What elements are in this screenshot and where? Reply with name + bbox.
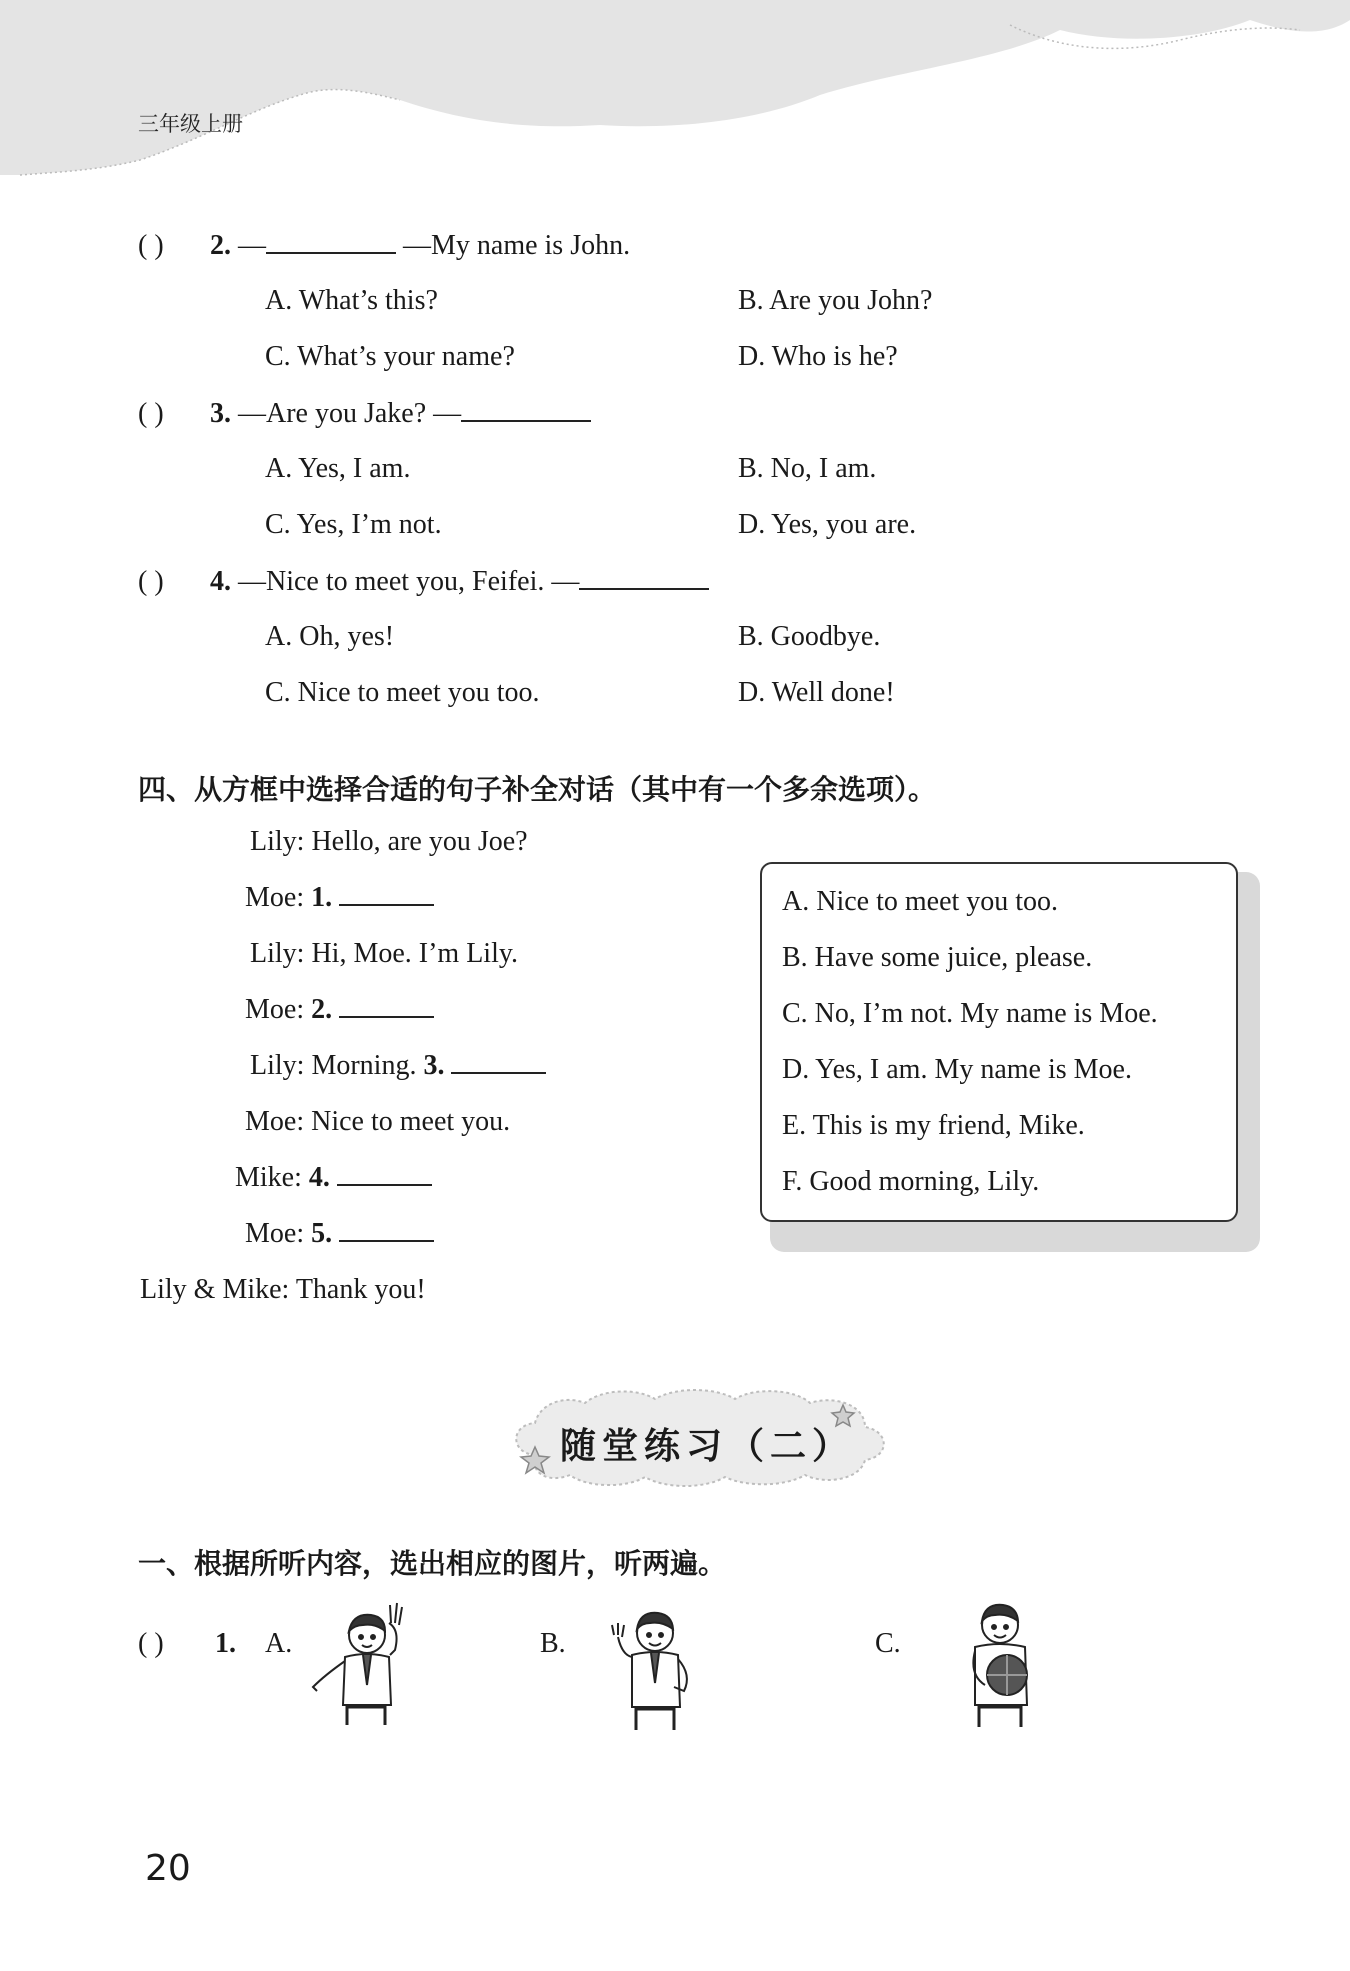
section-4-title: 四、从方框中选择合适的句子补全对话（其中有一个多余选项）。 bbox=[138, 773, 937, 806]
dialogue-line-6: Moe: Nice to meet you. bbox=[245, 1106, 511, 1137]
practice-section-1-title: 一、根据所听内容，选出相应的图片，听两遍。 bbox=[138, 1547, 727, 1580]
boy-raising-hand-illustration[interactable] bbox=[305, 1595, 425, 1735]
page-number: 20 bbox=[145, 1848, 191, 1889]
speaker: Lily: Morning. bbox=[250, 1050, 424, 1081]
option-d: D. Who is he? bbox=[738, 341, 898, 372]
box-option-c: C. No, I’m not. My name is Moe. bbox=[782, 998, 1158, 1029]
practice-title: 随堂练习（二） bbox=[560, 1426, 855, 1467]
answer-blank[interactable] bbox=[337, 1162, 432, 1186]
dialogue-line-3: Lily: Hi, Moe. I’m Lily. bbox=[250, 938, 519, 969]
option-a: A. Oh, yes! bbox=[265, 621, 395, 652]
option-a: A. What’s this? bbox=[265, 285, 438, 316]
box-option-b: B. Have some juice, please. bbox=[782, 942, 1093, 973]
dialogue-line-9: Lily & Mike: Thank you! bbox=[140, 1274, 426, 1305]
grade-label: 三年级上册 bbox=[138, 112, 243, 136]
answer-blank[interactable] bbox=[339, 994, 434, 1018]
dialogue-line-8 bbox=[245, 1218, 434, 1250]
answer-paren[interactable]: ( ) bbox=[138, 230, 164, 261]
box-option-d: D. Yes, I am. My name is Moe. bbox=[782, 1054, 1132, 1085]
answer-blank[interactable] bbox=[339, 882, 434, 906]
question-stem bbox=[210, 230, 630, 262]
option-d: D. Yes, you are. bbox=[738, 509, 917, 540]
option-b: B. Goodbye. bbox=[738, 621, 881, 652]
answer-blank[interactable] bbox=[451, 1050, 546, 1074]
dialogue-line-7 bbox=[235, 1162, 432, 1194]
blank-number: 5. bbox=[311, 1218, 333, 1249]
blank-number: 2. bbox=[311, 994, 333, 1025]
header-cloud-band bbox=[0, 0, 1350, 185]
stem-text: —Nice to meet you, Feifei. — bbox=[238, 566, 580, 597]
dialogue-line-5 bbox=[250, 1050, 546, 1082]
answer-paren[interactable]: ( ) bbox=[138, 398, 164, 429]
option-a: A. Yes, I am. bbox=[265, 453, 411, 484]
answer-blank[interactable] bbox=[579, 566, 709, 590]
option-c: C. Yes, I’m not. bbox=[265, 509, 442, 540]
speaker: Moe: bbox=[245, 1218, 312, 1249]
stem-text: — bbox=[238, 230, 266, 261]
option-c: C. What’s your name? bbox=[265, 341, 515, 372]
picture-label-b: B. bbox=[540, 1628, 566, 1659]
boy-waving-illustration[interactable] bbox=[600, 1595, 710, 1740]
answer-blank[interactable] bbox=[461, 398, 591, 422]
dialogue-line-1: Lily: Hello, are you Joe? bbox=[250, 826, 528, 857]
answer-blank[interactable] bbox=[339, 1218, 434, 1242]
speaker: Moe: bbox=[245, 994, 312, 1025]
question-number: 4. bbox=[210, 566, 231, 597]
stem-text: —Are you Jake? — bbox=[238, 398, 462, 429]
question-number: 2. bbox=[210, 230, 231, 261]
speaker: Moe: bbox=[245, 882, 312, 913]
boy-holding-ball-illustration[interactable] bbox=[945, 1595, 1055, 1740]
blank-number: 4. bbox=[308, 1162, 330, 1193]
option-c: C. Nice to meet you too. bbox=[265, 677, 540, 708]
box-option-e: E. This is my friend, Mike. bbox=[782, 1110, 1085, 1141]
speaker: Mike: bbox=[235, 1162, 309, 1193]
picture-label-a: A. bbox=[265, 1628, 293, 1659]
box-option-a: A. Nice to meet you too. bbox=[782, 886, 1059, 917]
blank-number: 1. bbox=[311, 882, 333, 913]
answer-paren[interactable]: ( ) bbox=[138, 1628, 164, 1659]
answer-paren[interactable]: ( ) bbox=[138, 566, 164, 597]
dialogue-line-2 bbox=[245, 882, 434, 914]
answer-blank[interactable] bbox=[266, 230, 396, 254]
question-stem bbox=[210, 398, 591, 430]
box-option-f: F. Good morning, Lily. bbox=[782, 1166, 1040, 1197]
question-number: 3. bbox=[210, 398, 231, 429]
option-b: B. Are you John? bbox=[738, 285, 933, 316]
option-b: B. No, I am. bbox=[738, 453, 877, 484]
dialogue-line-4 bbox=[245, 994, 434, 1026]
stem-text: —My name is John. bbox=[403, 230, 631, 261]
question-number: 1. bbox=[215, 1628, 236, 1659]
question-stem bbox=[210, 566, 709, 598]
options-box bbox=[760, 862, 1238, 1222]
option-d: D. Well done! bbox=[738, 677, 895, 708]
blank-number: 3. bbox=[423, 1050, 445, 1081]
picture-label-c: C. bbox=[875, 1628, 901, 1659]
